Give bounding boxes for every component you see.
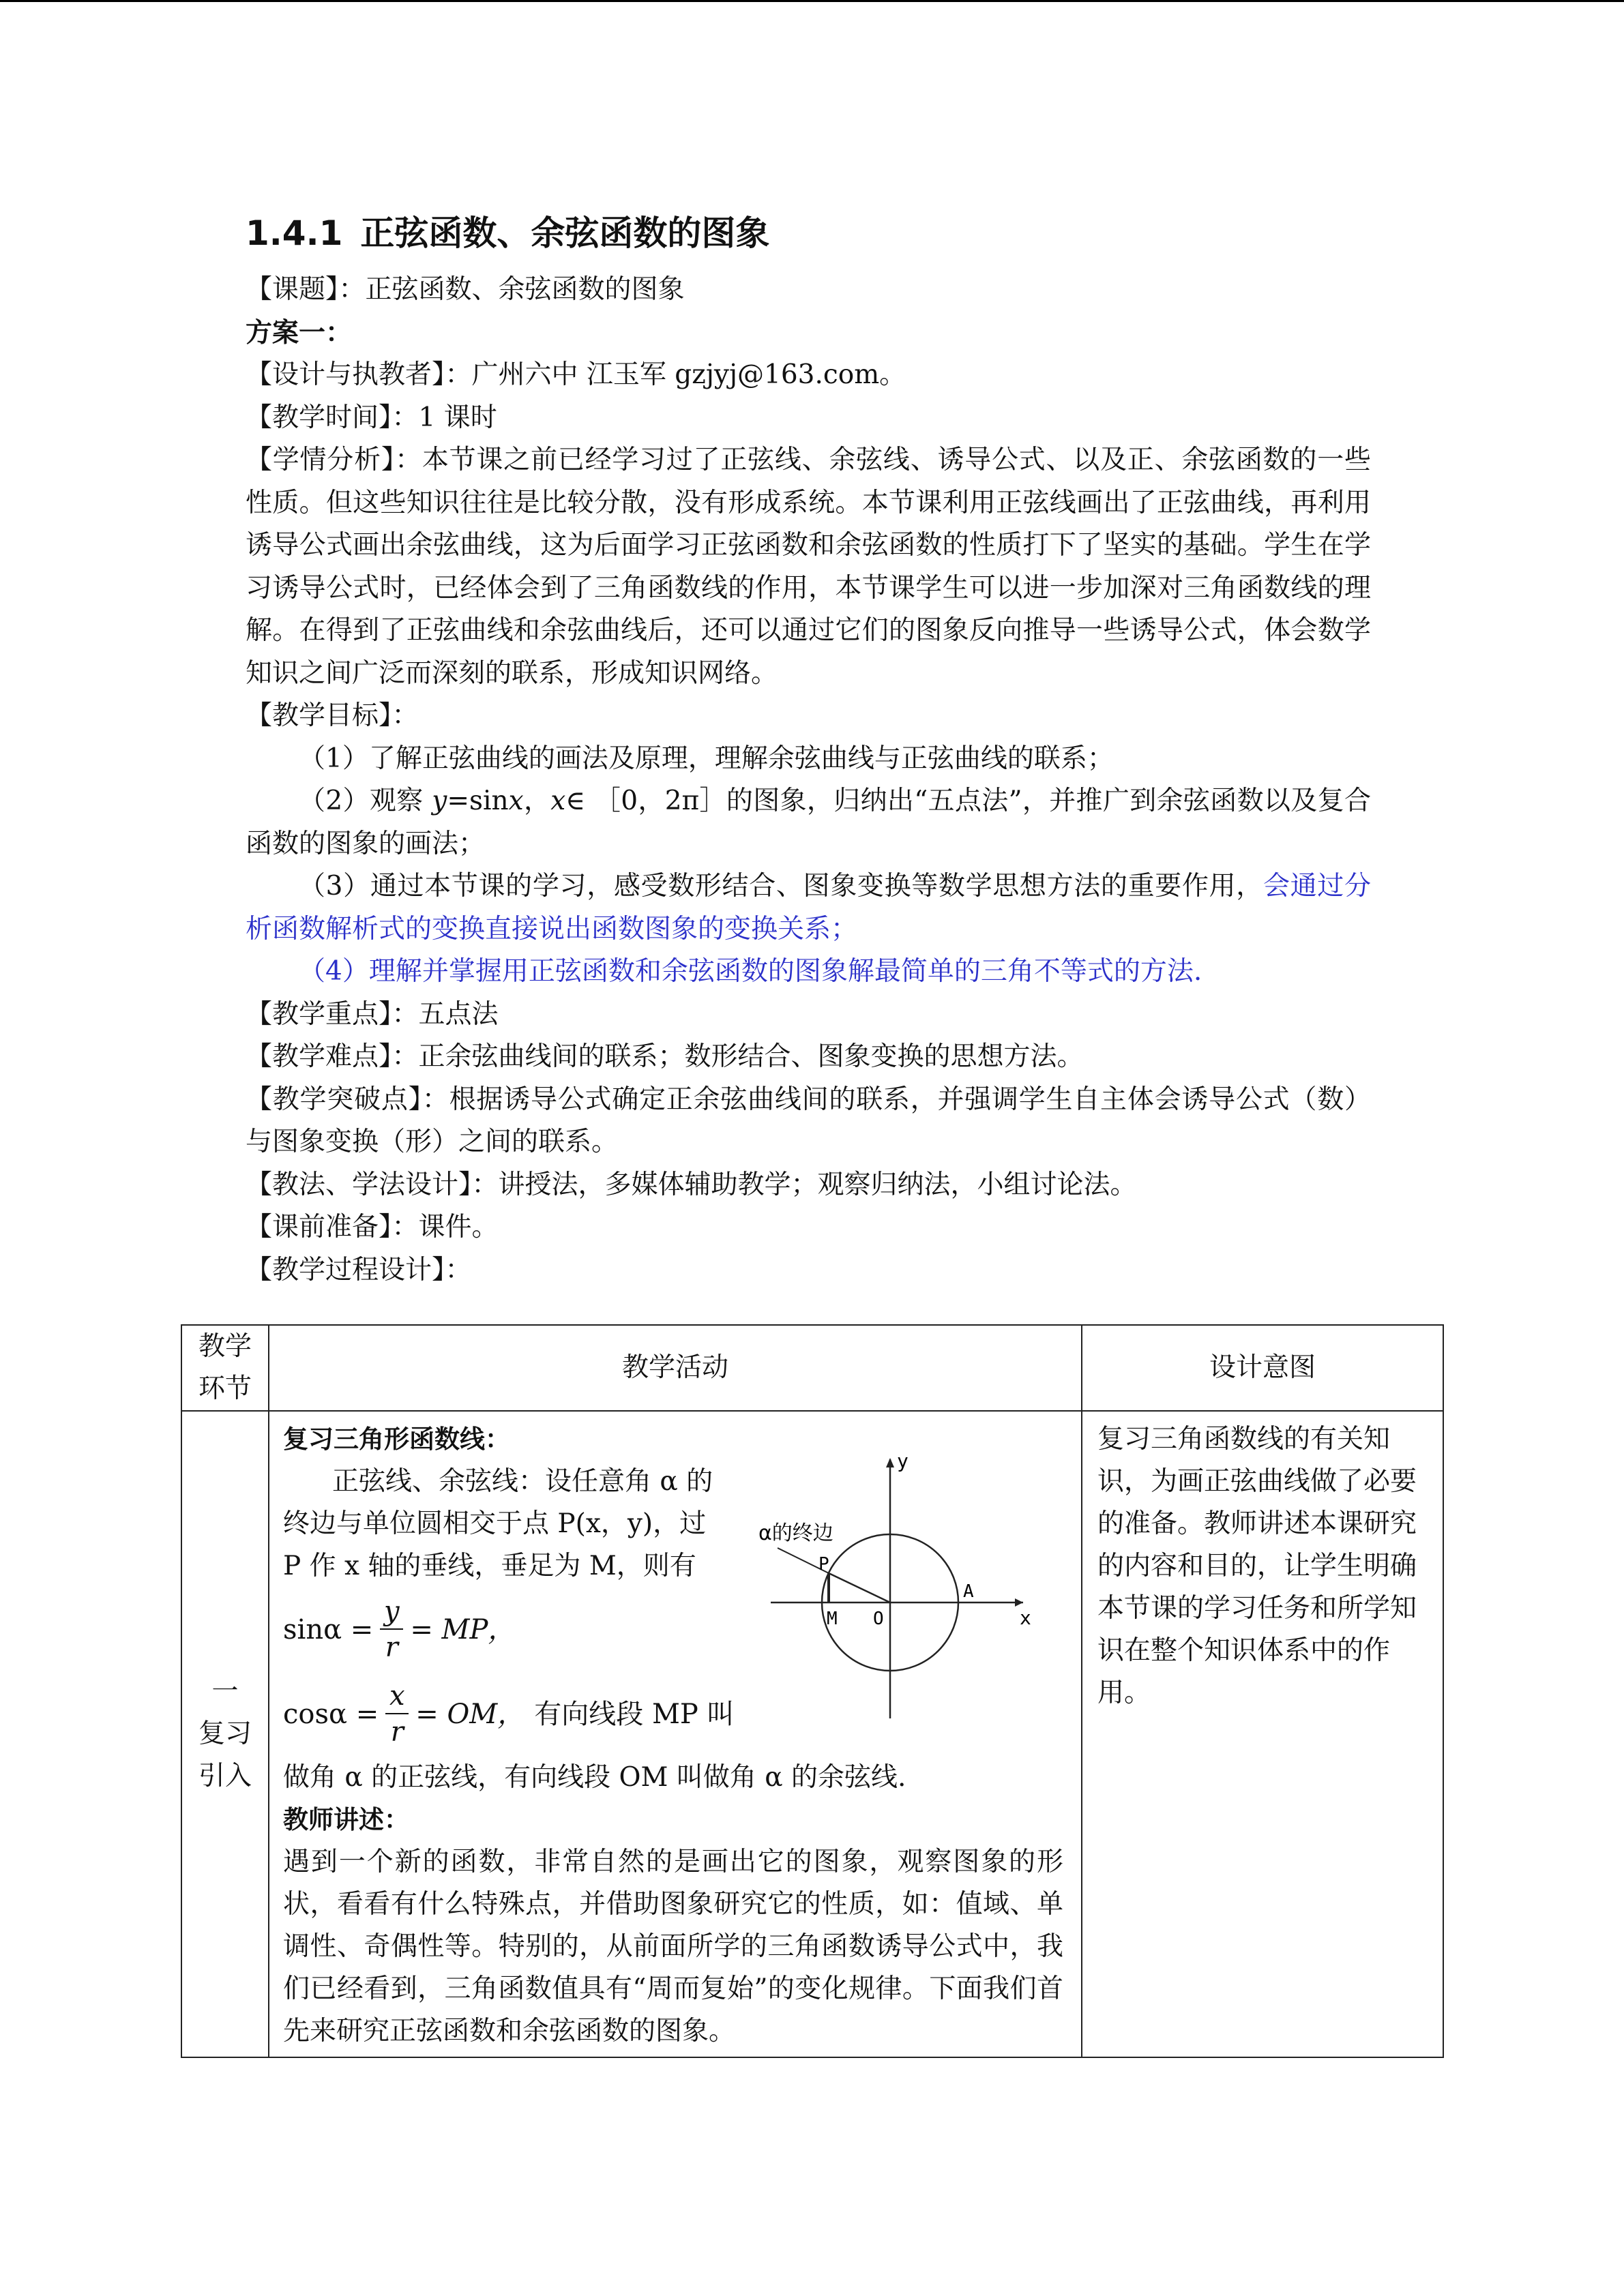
cos-lhs: cosα = — [283, 1699, 379, 1730]
goal-3 — [246, 865, 1371, 951]
difficulty-label: 【教学难点】： — [246, 1041, 419, 1072]
plan-heading: 方案一： — [246, 316, 353, 348]
cos-fraction — [385, 1679, 409, 1750]
goal-4: （4）理解并掌握用正弦函数和余弦函数的图象解最简单的三角不等式的方法. — [299, 956, 1202, 987]
goal-3-blue: 会通过分析函数解析式的变换直接说出函数图象的变换关系； — [246, 871, 1371, 944]
key-line — [246, 994, 1371, 1037]
review-line-4: 做角 α 的正弦线，有向线段 OM 叫做角 α 的余弦线. — [283, 1762, 906, 1793]
radius-op — [829, 1573, 890, 1602]
header-stage-line: 环节 — [198, 1373, 252, 1404]
review-line-1: 正弦线、余弦线：设任意角 α 的 — [332, 1466, 713, 1497]
review-line-2: 终边与单位圆相交于点 P(x，y)，过 — [283, 1508, 707, 1539]
header-stage — [181, 1325, 269, 1411]
cos-tail: 有向线段 MP 叫 — [534, 1699, 735, 1730]
review-heading: 复习三角形函数线： — [283, 1425, 510, 1454]
goal-1: （1）了解正弦曲线的画法及原理，理解余弦曲线与正弦曲线的联系； — [299, 743, 1114, 774]
y-axis-arrow — [886, 1458, 894, 1467]
method-value: 讲授法，多媒体辅助教学；观察归纳法，小组讨论法。 — [498, 1169, 1137, 1200]
header-intent: 设计意图 — [1082, 1325, 1443, 1411]
top-border — [0, 0, 1624, 2]
title-text: 正弦函数、余弦函数的图象 — [360, 213, 770, 253]
stage-line: 一 — [211, 1676, 239, 1707]
sin-rhs: = MP， — [410, 1614, 516, 1645]
time-value: 1 课时 — [418, 402, 497, 433]
terminal-side-label: α的终边 — [758, 1521, 833, 1545]
cos-denominator: r — [390, 1716, 404, 1748]
x-axis-arrow — [1015, 1598, 1023, 1607]
title-number: 1.4.1 — [246, 213, 343, 253]
breakthrough-text: 根据诱导公式确定正余弦曲线间的联系，并强调学生自主体会诱导公式（数）与图象变换（形）之间的联系。 — [246, 1084, 1371, 1157]
topic-value: 正弦函数、余弦函数的图象 — [365, 274, 685, 305]
goal-2-var-y: y — [432, 786, 447, 816]
o-label: O — [873, 1609, 884, 1629]
sin-numerator: y — [384, 1596, 400, 1627]
y-label: y — [897, 1450, 909, 1472]
designer-value: 广州六中 江玉军 gzjyj@163.com。 — [471, 359, 906, 390]
prep-line — [246, 1206, 1371, 1249]
analysis-label: 【学情分析】： — [246, 445, 422, 475]
key-value: 五点法 — [418, 998, 499, 1030]
goal-3-black: （3）通过本节课的学习，感受数形结合、图象变换等数学思想方法的重要作用， — [299, 871, 1263, 901]
designer-line — [246, 354, 1371, 397]
key-label: 【教学重点】： — [246, 998, 419, 1030]
goal-2-part: =sin — [447, 786, 509, 816]
cos-numerator: x — [389, 1680, 405, 1712]
table-header-row — [181, 1325, 1443, 1411]
header-stage-line: 教学 — [198, 1331, 252, 1362]
x-label: x — [1020, 1607, 1031, 1629]
goal-2-part: ， — [523, 786, 551, 816]
a-label: A — [963, 1581, 974, 1602]
sin-lhs: sinα = — [283, 1614, 374, 1645]
process-label: 【教学过程设计】： — [246, 1254, 472, 1285]
goal-2-var-x: x — [508, 786, 524, 816]
analysis-text: 本节课之前已经学习过了正弦线、余弦线、诱导公式、以及正、余弦函数的一些性质。但这些知识往往是比较分散，没有形成系统。本节课利用正弦线画出了正弦曲线，再利用诱导公式画出余弦曲线，这为后面学习正弦函数和余弦函数的性质打下了坚实的基础。学生在学习诱导公式时，已经体会到了三角函数线的作用，本节课学生可以进一步加深对三角函数线的理解。在得到了正弦曲线和余弦曲线后，还可以通过它们的图象反向推导一些诱导公式，体会数学知识之间广泛而深刻的联系，形成知识网络。 — [246, 445, 1371, 689]
m-label: M — [827, 1609, 838, 1629]
goal-2-part: ∈ ［0，2π］的图象，归纳出“五点法”，并推广到余弦函数以及复合函数的图象的画法； — [246, 786, 1371, 859]
prep-value: 课件。 — [418, 1212, 499, 1242]
unit-circle-diagram — [750, 1446, 1037, 1732]
time-label: 【教学时间】： — [246, 402, 419, 433]
intent-cell: 复习三角函数线的有关知识，为画正弦曲线做了必要的准备。教师讲述本课研究的内容和目的，让学生明确本节课的学习任务和所学知识在整个知识体系中的作用。 — [1082, 1411, 1443, 2057]
table-row — [181, 1411, 1443, 2057]
topic-label: 【课题】： — [246, 274, 366, 305]
stage-line: 复习 — [198, 1718, 252, 1749]
cos-rhs: = OM， — [415, 1699, 525, 1730]
method-line — [246, 1164, 1371, 1207]
sin-fraction — [380, 1594, 403, 1665]
difficulty-line — [246, 1036, 1371, 1079]
goal-2-part: （2）观察 — [299, 786, 432, 816]
topic-line — [246, 269, 1371, 312]
stage-cell — [181, 1411, 269, 2057]
page-title — [246, 213, 1371, 254]
sin-denominator: r — [385, 1632, 398, 1663]
designer-label: 【设计与执教者】： — [246, 359, 472, 390]
teacher-heading: 教师讲述： — [283, 1805, 409, 1834]
difficulty-value: 正余弦曲线间的联系；数形结合、图象变换的思想方法。 — [418, 1041, 1084, 1072]
process-table — [181, 1324, 1444, 2058]
prep-label: 【课前准备】： — [246, 1212, 419, 1242]
method-label: 【教法、学法设计】： — [246, 1169, 499, 1200]
goals-label: 【教学目标】： — [246, 700, 419, 731]
goal-2 — [246, 780, 1371, 865]
goal-2-var-x2: x — [550, 786, 566, 816]
stage-line: 引入 — [198, 1761, 252, 1791]
header-activity: 教学活动 — [269, 1325, 1082, 1411]
review-line-3: P 作 x 轴的垂线，垂足为 M，则有 — [283, 1551, 696, 1581]
time-line — [246, 397, 1371, 440]
document-body — [246, 205, 1371, 1292]
activity-cell — [269, 1411, 1082, 2057]
breakthrough-paragraph — [246, 1079, 1371, 1164]
analysis-paragraph — [246, 439, 1371, 695]
teacher-text: 遇到一个新的函数，非常自然的是画出它的图象，观察图象的形状，看看有什么特殊点，并借助图象研究它的性质，如：值域、单调性、奇偶性等。特别的，从前面所学的三角函数诱导公式中，我们已经看到，三角函数值具有“周而复始”的变化规律。下面我们首先来研究正弦函数和余弦函数的图象。 — [283, 1847, 1063, 2046]
p-label: P — [818, 1554, 829, 1575]
breakthrough-label: 【教学突破点】： — [246, 1084, 449, 1115]
